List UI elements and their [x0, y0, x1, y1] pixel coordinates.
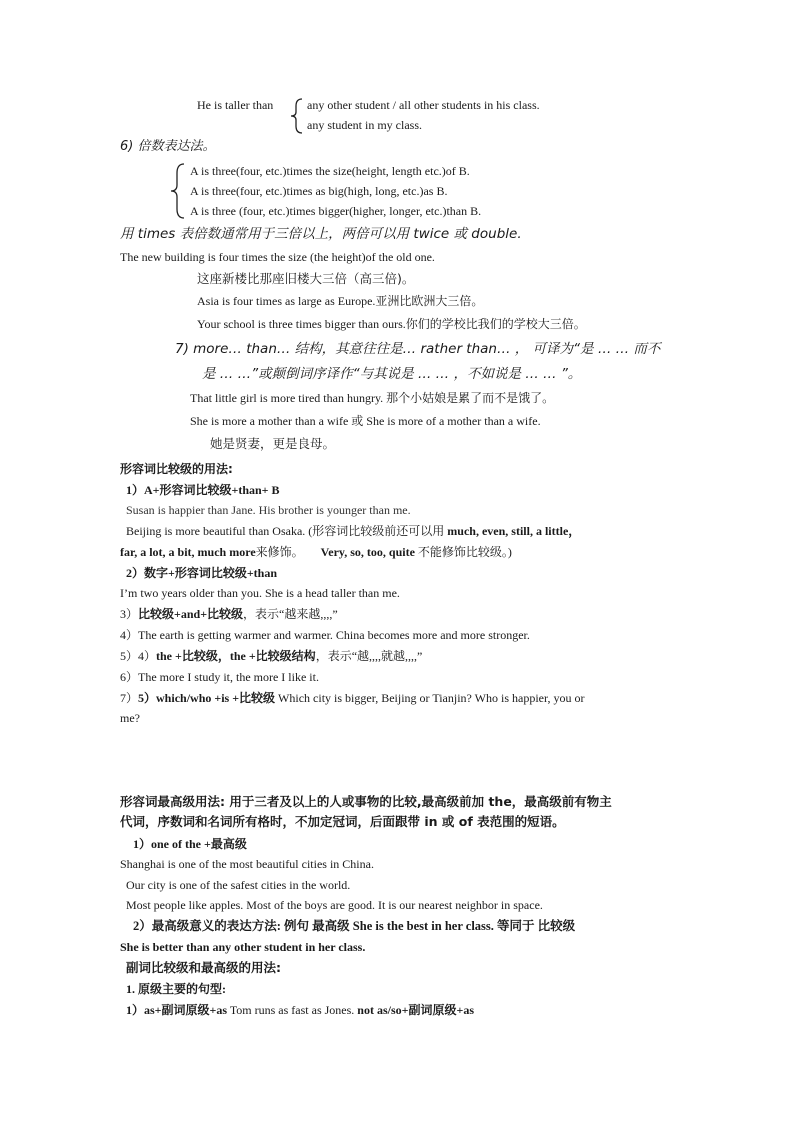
example-line: The new building is four times the size (the height)of the old one. [120, 250, 435, 264]
brace-icon [290, 98, 304, 134]
example-line: 这座新楼比那座旧楼大三倍（高三倍)。 [197, 271, 415, 286]
rule-line: 7）5）which/who +is +比较级 Which city is bigger, Beijing or Tianjin? Who is happier, you or [120, 691, 585, 705]
example-line: Asia is four times as large as Europe.亚洲比欧洲大三倍。 [197, 294, 484, 308]
rule-line: 1. 原级主要的句型: [126, 982, 226, 996]
section-heading: 7) more… than… 结构，其意往往是… rather than… ， 可译为“是 … … 而不 [175, 341, 661, 357]
heading-superlative: 代词，序数词和名词所有格时，不加定冠词，后面跟带 in 或 of 表范围的短语。 [120, 814, 565, 829]
example-line: me? [120, 711, 140, 725]
example-line: I’m two years older than you. She is a head taller than me. [120, 586, 400, 600]
rule-line: 2）最高级意义的表达方法: 例句 最高级 She is the best in her class. 等同于 比较级 [133, 919, 576, 933]
example-line: Shanghai is one of the most beautiful cities in China. [120, 857, 374, 871]
rule-line: 3）比较级+and+比较级，表示“越来越,,,,” [120, 607, 338, 621]
example-line: Susan is happier than Jane. His brother is younger than me. [126, 503, 411, 517]
example-line: 4）The earth is getting warmer and warmer. China becomes more and more stronger. [120, 628, 530, 642]
rule-line: 2）数字+形容词比较级+than [126, 566, 278, 580]
text-line: He is taller than [197, 98, 274, 112]
text-line: A is three(four, etc.)times the size(height, length etc.)of B. [190, 164, 470, 178]
example-line: Most people like apples. Most of the boys are good. It is our nearest neighbor in space. [126, 898, 543, 912]
text-line: A is three(four, etc.)times as big(high, long, etc.)as B. [190, 184, 448, 198]
rule-line: 1）A+形容词比较级+than+ B [126, 483, 280, 497]
text-line: any other student / all other students in his class. [307, 98, 540, 112]
text-line: A is three (four, etc.)times bigger(higher, longer, etc.)than B. [190, 204, 482, 218]
section-heading: 是 … …”或颠倒词序译作“与其说是 … … ，不如说是 … … ”。 [202, 366, 582, 382]
example-line: far, a lot, a bit, much more来修饰。 Very, so, too, quite 不能修饰比较级。) [120, 545, 512, 559]
rule-line: 5）4）the +比较级，the +比较级结构，表示“越,,,,就越,,,,” [120, 649, 423, 663]
note-line: 用 times 表倍数通常用于三倍以上，两倍可以用 twice 或 double. [120, 226, 522, 242]
example-line: Beijing is more beautiful than Osaka. (形容词比较级前还可以用 much, even, still, a little， [126, 524, 581, 538]
heading-adverb: 副词比较级和最高级的用法: [126, 960, 281, 975]
example-line: Our city is one of the safest cities in the world. [126, 878, 351, 892]
example-line: Your school is three times bigger than ours.你们的学校比我们的学校大三倍。 [197, 317, 586, 331]
heading-superlative: 形容词最高级用法: 用于三者及以上的人或事物的比较,最高级前加 the，最高级前有物主 [120, 794, 612, 809]
example-line: 她是贤妻，更是良母。 [210, 436, 336, 451]
heading-comparative: 形容词比较级的用法: [120, 462, 233, 476]
rule-line: 1）as+副词原级+as Tom runs as fast as Jones. not as/so+副词原级+as [126, 1003, 474, 1017]
example-line: 6）The more I study it, the more I like it. [120, 670, 319, 684]
section-heading: 6) 倍数表达法。 [120, 139, 216, 154]
example-line: She is more a mother than a wife 或 She is more of a mother than a wife. [190, 414, 541, 428]
example-line: She is better than any other student in her class. [120, 940, 366, 954]
text-line: any student in my class. [307, 118, 422, 132]
brace-icon [170, 163, 186, 219]
example-line: That little girl is more tired than hungry. 那个小姑娘是累了而不是饿了。 [190, 391, 555, 405]
rule-line: 1）one of the +最高级 [133, 837, 247, 851]
